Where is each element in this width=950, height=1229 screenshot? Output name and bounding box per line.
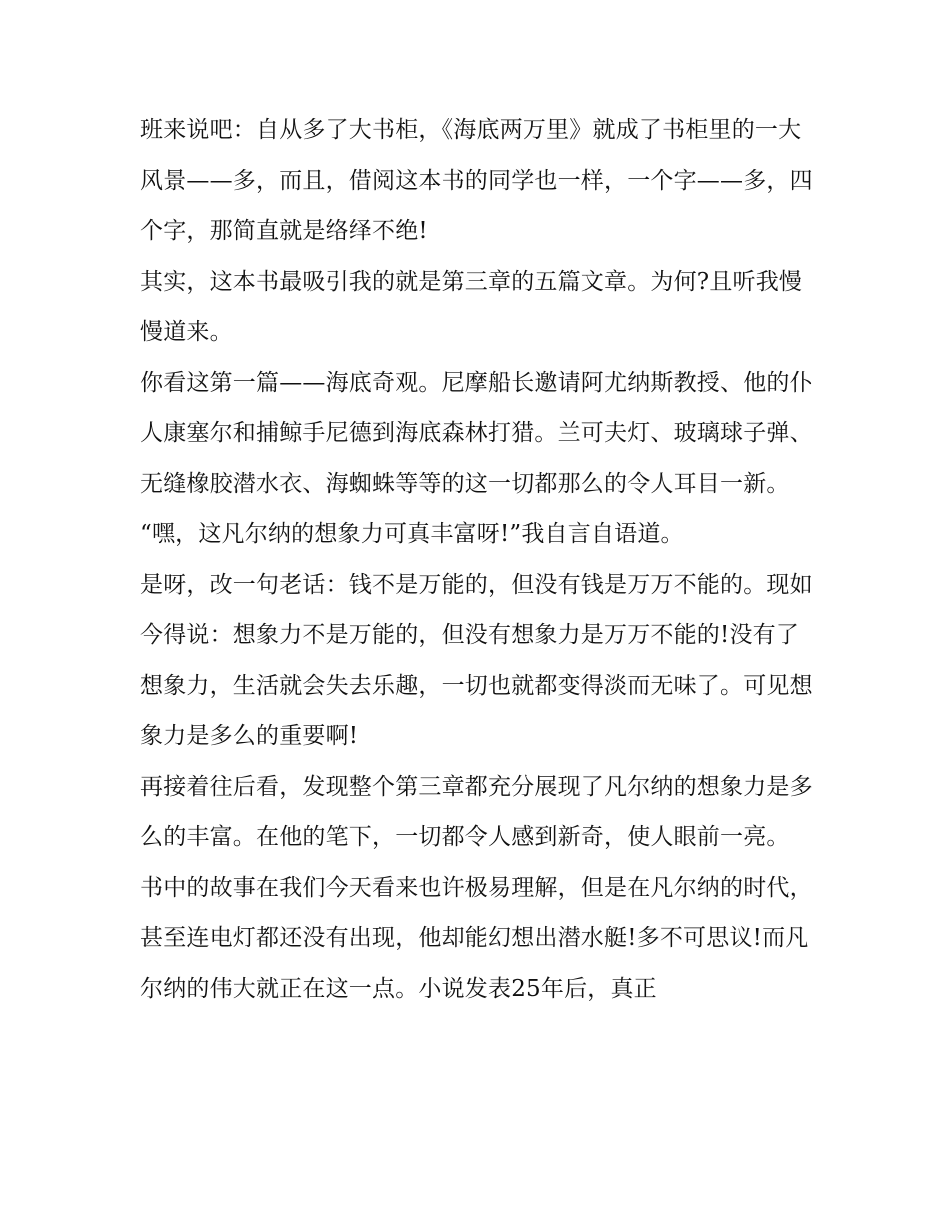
paragraph: 其实，这本书最吸引我的就是第三章的五篇文章。为何?且听我慢慢道来。 bbox=[140, 268, 803, 345]
paragraph: 你看这第一篇——海底奇观。尼摩船长邀请阿尤纳斯教授、他的仆人康塞尔和捕鲸手尼德到海底森林打猎。兰可夫灯、玻璃球子弹、无缝橡胶潜水衣、海蜘蛛等等的这一切都那么的令人耳目一新。 bbox=[140, 369, 813, 497]
paragraph: 再接着往后看，发现整个第三章都充分展现了凡尔纳的想象力是多么的丰富。在他的笔下，一切都令人感到新奇，使人眼前一亮。 bbox=[140, 773, 813, 850]
paragraph: 书中的故事在我们今天看来也许极易理解，但是在凡尔纳的时代，甚至连电灯都还没有出现，他却能幻想出潜水艇!多不可思议!而凡尔纳的伟大就正在这一点。小说发表25年后，真正 bbox=[140, 874, 813, 1002]
document-body bbox=[140, 105, 820, 1014]
paragraph: 班来说吧：自从多了大书柜，《海底两万里》就成了书柜里的一大风景——多，而且，借阅这本书的同学也一样，一个字——多，四个字，那简直就是络绎不绝! bbox=[140, 117, 813, 244]
paragraph: “嘿，这凡尔纳的想象力可真丰富呀!”我自言自语道。 bbox=[140, 521, 684, 547]
paragraph: 是呀，改一句老话：钱不是万能的，但没有钱是万万不能的。现如今得说：想象力不是万能的，但没有想象力是万万不能的!没有了想象力，生活就会失去乐趣，一切也就都变得淡而无味了。可见想象力是多么的重要啊! bbox=[140, 571, 813, 749]
